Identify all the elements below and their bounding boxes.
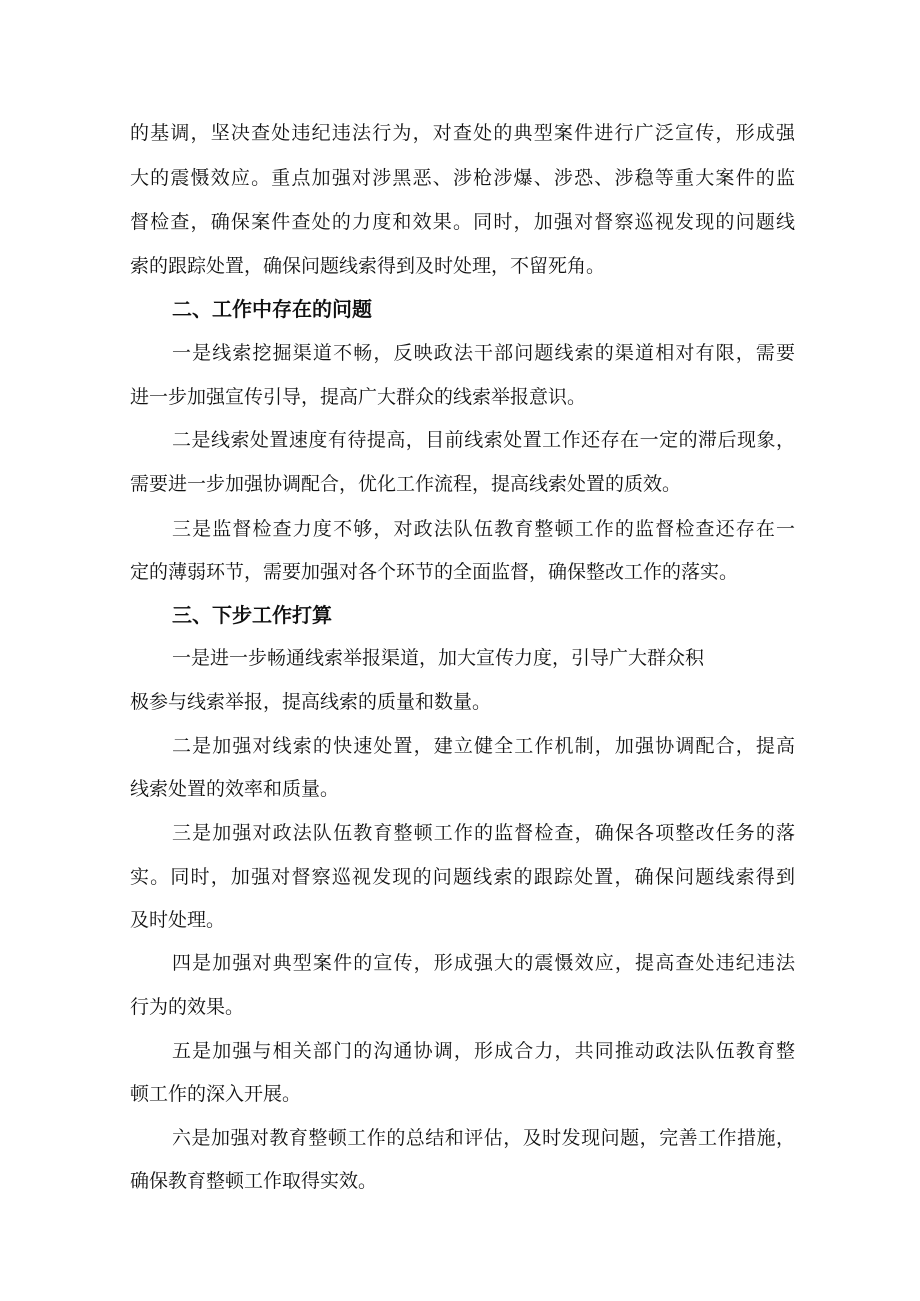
- list-item-line: 极参与线索举报，提高线索的质量和数量。: [130, 691, 492, 713]
- paragraph-line: 督检查，确保案件查处的力度和效果。同时，加强对督察巡视发现的问题线: [130, 211, 795, 233]
- list-item-line: 一是进一步畅通线索举报渠道，加大宣传力度，引导广大群众积: [172, 647, 705, 669]
- list-item-line: 二是加强对线索的快速处置，建立健全工作机制，加强协调配合，提高: [172, 735, 795, 757]
- list-item-line: 实。同时，加强对督察巡视发现的问题线索的跟踪处置，确保问题线索得到: [130, 866, 795, 888]
- paragraph-line: 的基调，坚决查处违纪违法行为，对查处的典型案件进行广泛宣传，形成强: [130, 122, 795, 144]
- section-heading-problems: 二、工作中存在的问题: [172, 297, 372, 321]
- list-item-line: 五是加强与相关部门的沟通协调，形成合力，共同推动政法队伍教育整: [172, 1040, 795, 1062]
- list-item-line: 及时处理。: [130, 909, 226, 931]
- list-item-line: 六是加强对教育整顿工作的总结和评估，及时发现问题，完善工作措施，: [172, 1127, 795, 1149]
- list-item-line: 一是线索挖掘渠道不畅，反映政法干部问题线索的渠道相对有限，需要: [172, 342, 795, 364]
- list-item-line: 二是线索处置速度有待提高，目前线索处置工作还存在一定的滞后现象，: [172, 429, 795, 451]
- list-item-line: 线索处置的效率和质量。: [130, 778, 340, 800]
- paragraph-line: 大的震慑效应。重点加强对涉黑恶、涉枪涉爆、涉恐、涉稳等重大案件的监: [130, 167, 795, 189]
- paragraph-line: 索的跟踪处置，确保问题线索得到及时处理，不留死角。: [130, 255, 606, 277]
- list-item-line: 三是加强对政法队伍教育整顿工作的监督检查，确保各项整改任务的落: [172, 822, 795, 844]
- list-item-line: 需要进一步加强协调配合，优化工作流程，提高线索处置的质效。: [130, 473, 682, 495]
- list-item-line: 定的薄弱环节，需要加强对各个环节的全面监督，确保整改工作的落实。: [130, 561, 739, 583]
- list-item-line: 顿工作的深入开展。: [130, 1083, 302, 1105]
- list-item-line: 进一步加强宣传引导，提高广大群众的线索举报意识。: [130, 386, 587, 408]
- list-item-line: 三是监督检查力度不够，对政法队伍教育整顿工作的监督检查还存在一: [172, 518, 795, 540]
- list-item-line: 四是加强对典型案件的宣传，形成强大的震慑效应，提高查处违纪违法: [172, 952, 795, 974]
- list-item-line: 确保教育整顿工作取得实效。: [130, 1170, 378, 1192]
- list-item-line: 行为的效果。: [130, 996, 245, 1018]
- section-heading-next-steps: 三、下步工作打算: [172, 603, 332, 627]
